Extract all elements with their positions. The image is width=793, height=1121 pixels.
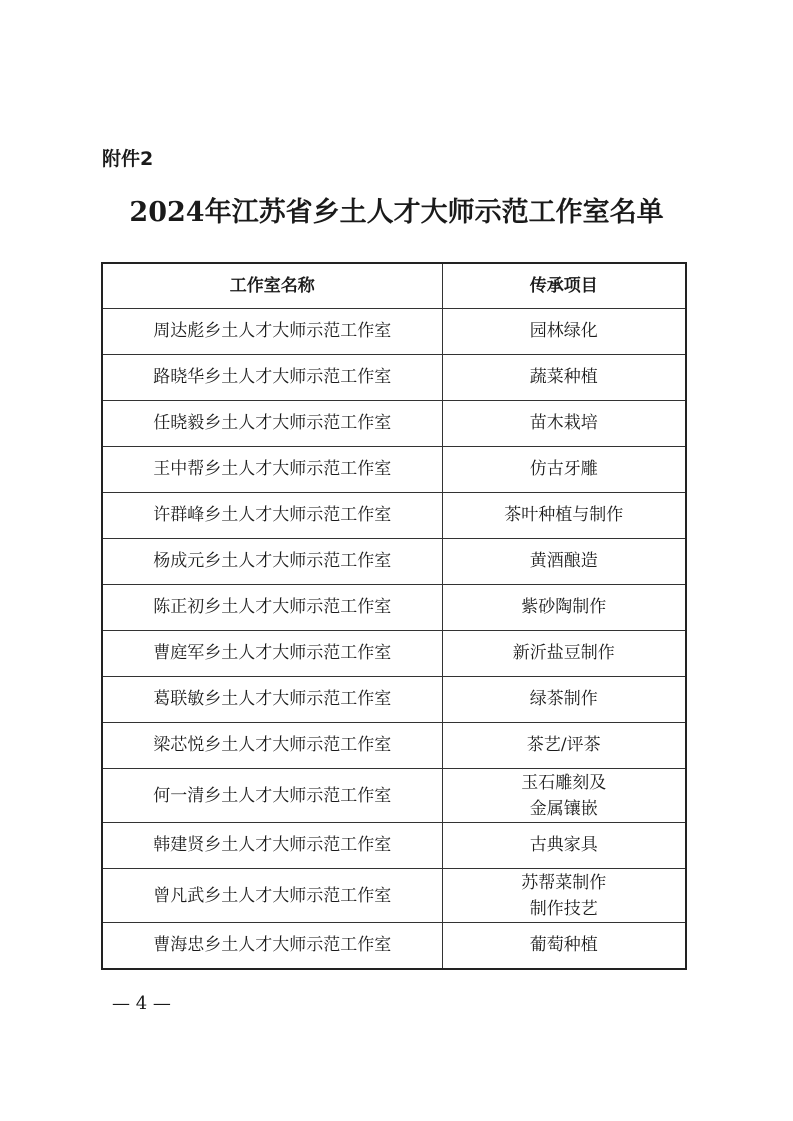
project-cell: [442, 447, 686, 493]
project-line: 葡萄种植: [529, 935, 598, 955]
attachment-label: 附件2: [102, 148, 154, 170]
studio-name-cell: 杨成元乡土人才大师示范工作室: [102, 539, 442, 585]
table-row: [102, 823, 686, 869]
table-row: [102, 493, 686, 539]
project-cell: [442, 769, 686, 823]
studio-name-cell: 路晓华乡土人才大师示范工作室: [102, 355, 442, 401]
table-row: [102, 355, 686, 401]
studio-name-cell: 陈正初乡土人才大师示范工作室: [102, 585, 442, 631]
project-line: 仿古牙雕: [529, 459, 598, 479]
table-row: [102, 401, 686, 447]
project-line: 茶叶种植与制作: [504, 505, 624, 525]
studio-name-cell: 许群峰乡土人才大师示范工作室: [102, 493, 442, 539]
table-row: [102, 723, 686, 769]
studio-name-cell: 韩建贤乡土人才大师示范工作室: [102, 823, 442, 869]
project-cell: [442, 493, 686, 539]
project-cell: [442, 585, 686, 631]
studio-name-cell: 任晓毅乡土人才大师示范工作室: [102, 401, 442, 447]
project-cell: [442, 355, 686, 401]
table-row: [102, 585, 686, 631]
project-cell: [442, 401, 686, 447]
table-header-row: [102, 263, 686, 309]
table-row: [102, 677, 686, 723]
project-line: 金属镶嵌: [529, 798, 598, 819]
project-cell: [442, 309, 686, 355]
studio-name-cell: 周达彪乡土人才大师示范工作室: [102, 309, 442, 355]
studio-roster-table: [101, 262, 687, 970]
table-row: [102, 631, 686, 677]
studio-name-cell: 曾凡武乡土人才大师示范工作室: [102, 869, 442, 923]
project-line: 蔬菜种植: [529, 367, 598, 387]
header-project: 传承项目: [442, 263, 686, 309]
table-row: [102, 447, 686, 493]
project-line: 绿茶制作: [529, 689, 598, 709]
project-line: 茶艺/评茶: [526, 735, 601, 755]
project-line: 苏帮菜制作: [521, 872, 607, 893]
project-cell: [442, 539, 686, 585]
project-line: 园林绿化: [529, 321, 598, 341]
project-line: 古典家具: [529, 835, 598, 855]
studio-name-cell: 葛联敏乡土人才大师示范工作室: [102, 677, 442, 723]
header-studio-name: 工作室名称: [102, 263, 442, 309]
project-line: 黄酒酿造: [529, 551, 598, 571]
project-line: 苗木栽培: [529, 413, 598, 433]
document-title: 2024年江苏省乡土人才大师示范工作室名单: [129, 197, 664, 228]
project-cell: [442, 869, 686, 923]
table-body: [102, 309, 686, 970]
studio-name-cell: 梁芯悦乡土人才大师示范工作室: [102, 723, 442, 769]
project-cell: [442, 723, 686, 769]
table-row: [102, 539, 686, 585]
project-line: 玉石雕刻及: [521, 772, 607, 793]
table-row: [102, 769, 686, 823]
project-line: 制作技艺: [529, 898, 598, 919]
table-row: [102, 309, 686, 355]
studio-name-cell: 何一清乡土人才大师示范工作室: [102, 769, 442, 823]
project-cell: [442, 823, 686, 869]
project-line: 新沂盐豆制作: [512, 643, 615, 663]
project-line: 紫砂陶制作: [521, 597, 607, 617]
project-cell: [442, 677, 686, 723]
project-cell: [442, 923, 686, 970]
project-cell: [442, 631, 686, 677]
table-row: [102, 923, 686, 970]
page-number: — 4 —: [112, 993, 171, 1014]
table-row: [102, 869, 686, 923]
studio-name-cell: 曹海忠乡土人才大师示范工作室: [102, 923, 442, 970]
studio-name-cell: 曹庭军乡土人才大师示范工作室: [102, 631, 442, 677]
studio-name-cell: 王中帮乡土人才大师示范工作室: [102, 447, 442, 493]
